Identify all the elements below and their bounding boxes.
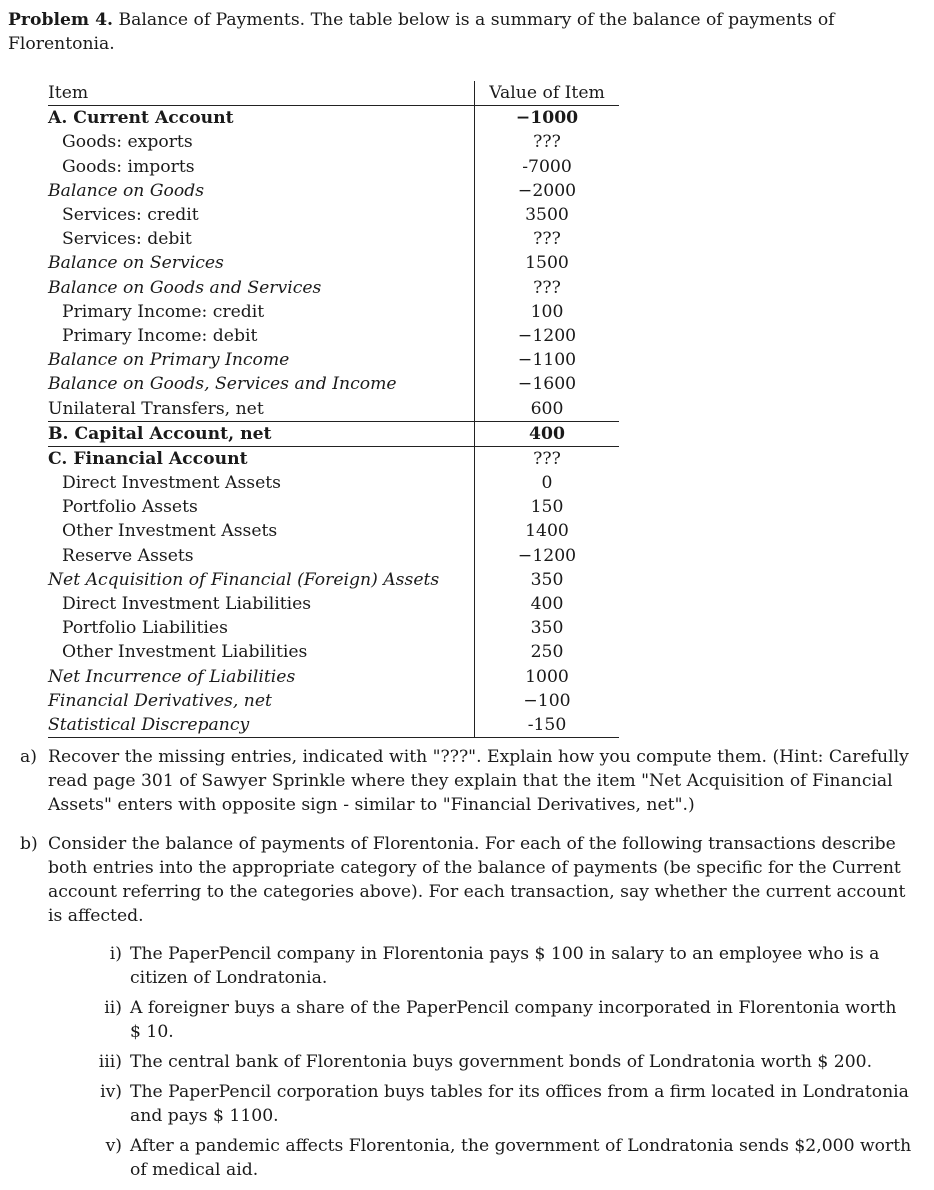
row-value: 400 bbox=[475, 592, 620, 616]
row-value: 3500 bbox=[475, 203, 620, 227]
table-row-capital-account bbox=[48, 421, 619, 446]
row-value: ??? bbox=[475, 130, 620, 154]
row-item: A. Current Account bbox=[48, 108, 234, 129]
table-row bbox=[48, 227, 619, 251]
item-text: A foreigner buys a share of the PaperPencil company incorporated in Florentonia worth $ 10. bbox=[130, 998, 897, 1042]
row-value: 1500 bbox=[475, 251, 620, 275]
row-item: Portfolio Assets bbox=[62, 497, 198, 518]
problem-intro bbox=[8, 8, 920, 56]
row-item: Balance on Goods and Services bbox=[48, 277, 322, 298]
table-row bbox=[48, 396, 619, 421]
table-row bbox=[48, 203, 619, 227]
table-row bbox=[48, 519, 619, 543]
question-b-label: b) bbox=[20, 834, 38, 854]
table-row bbox=[48, 155, 619, 179]
row-item: Financial Derivatives, net bbox=[48, 690, 272, 711]
row-value: ??? bbox=[475, 227, 620, 251]
row-value: −100 bbox=[475, 689, 620, 713]
table-row bbox=[48, 665, 619, 689]
row-value: 250 bbox=[475, 640, 620, 664]
row-item: Goods: exports bbox=[62, 132, 193, 153]
problem-description: Balance of Payments. The table below is a summary of the balance of payments of Florentonia. bbox=[8, 10, 835, 54]
row-value: −1000 bbox=[475, 106, 620, 131]
row-item: Balance on Goods, Services and Income bbox=[48, 374, 397, 395]
row-value: 1000 bbox=[475, 665, 620, 689]
question-a-text: Recover the missing entries, indicated with "???". Explain how you compute them. (Hint: Carefully read page 301 of Sawyer Sprinkle where they explain that the item "Net Acquisition of Financial Assets" enters with opposite sign - similar to "Financial Derivatives, net".) bbox=[48, 747, 909, 815]
row-item: Balance on Goods bbox=[48, 180, 205, 201]
list-item bbox=[48, 1050, 912, 1074]
row-item: Services: credit bbox=[62, 205, 199, 226]
item-text: The PaperPencil company in Florentonia pays $ 100 in salary to an employee who is a citizen of Londratonia. bbox=[130, 944, 880, 988]
row-value: -150 bbox=[475, 713, 620, 738]
row-item: Direct Investment Liabilities bbox=[62, 594, 312, 615]
table-row bbox=[48, 276, 619, 300]
row-value: ??? bbox=[475, 446, 620, 471]
row-item: Services: debit bbox=[62, 229, 192, 250]
row-value: 100 bbox=[475, 300, 620, 324]
table-row bbox=[48, 689, 619, 713]
table-row bbox=[48, 251, 619, 275]
row-value: −1100 bbox=[475, 348, 620, 372]
list-item bbox=[48, 1080, 912, 1128]
table-row bbox=[48, 372, 619, 396]
row-item: Portfolio Liabilities bbox=[62, 618, 228, 639]
table-row bbox=[48, 592, 619, 616]
row-item: Other Investment Assets bbox=[62, 521, 278, 542]
table-row bbox=[48, 713, 619, 738]
item-label: iv) bbox=[100, 1082, 122, 1102]
row-value: 150 bbox=[475, 495, 620, 519]
row-value: 1400 bbox=[475, 519, 620, 543]
item-text: The central bank of Florentonia buys government bonds of Londratonia worth $ 200. bbox=[130, 1052, 873, 1072]
list-item bbox=[48, 1134, 912, 1182]
table-row bbox=[48, 324, 619, 348]
item-label: i) bbox=[109, 944, 122, 964]
row-item: C. Financial Account bbox=[48, 446, 475, 471]
column-header-item: Item bbox=[48, 81, 475, 106]
row-value: 350 bbox=[475, 616, 620, 640]
question-b-text: Consider the balance of payments of Florentonia. For each of the following transactions describe both entries into the appropriate category of the balance of payments (be specific for the Current account referring to the categories above). For each transaction, say whether the current account is affected. bbox=[48, 834, 906, 926]
row-item: Balance on Primary Income bbox=[48, 350, 290, 371]
question-b bbox=[20, 832, 912, 1188]
row-value: 400 bbox=[475, 421, 620, 446]
item-label: v) bbox=[105, 1136, 122, 1156]
item-text: After a pandemic affects Florentonia, the government of Londratonia sends $2,000 worth of medical aid. bbox=[130, 1136, 912, 1180]
row-item: Statistical Discrepancy bbox=[48, 713, 475, 738]
table-row bbox=[48, 568, 619, 592]
table-row-financial-account bbox=[48, 446, 619, 471]
row-value: −1200 bbox=[475, 544, 620, 568]
table-row bbox=[48, 544, 619, 568]
item-label: iii) bbox=[98, 1052, 122, 1072]
row-item: Other Investment Liabilities bbox=[62, 642, 308, 663]
row-value: −1600 bbox=[475, 372, 620, 396]
table-row-current-account bbox=[48, 106, 619, 131]
row-item: Net Incurrence of Liabilities bbox=[48, 666, 296, 687]
row-value: 0 bbox=[475, 471, 620, 495]
row-value: -7000 bbox=[475, 155, 620, 179]
row-item: Direct Investment Assets bbox=[62, 473, 281, 494]
table-row bbox=[48, 179, 619, 203]
list-item bbox=[48, 996, 912, 1044]
row-value: 600 bbox=[475, 396, 620, 421]
table-row bbox=[48, 495, 619, 519]
row-item: Primary Income: credit bbox=[62, 301, 265, 322]
list-item bbox=[48, 942, 912, 990]
table-row bbox=[48, 348, 619, 372]
row-item: Goods: imports bbox=[62, 156, 195, 177]
problem-label: Problem 4. bbox=[8, 10, 114, 30]
table-row bbox=[48, 130, 619, 154]
row-value: ??? bbox=[475, 276, 620, 300]
table-row bbox=[48, 471, 619, 495]
column-header-value: Value of Item bbox=[475, 81, 620, 106]
row-item: Balance on Services bbox=[48, 253, 224, 274]
table-row bbox=[48, 640, 619, 664]
row-value: −2000 bbox=[475, 179, 620, 203]
question-a-label: a) bbox=[20, 747, 37, 767]
row-item: Net Acquisition of Financial (Foreign) Assets bbox=[48, 569, 440, 590]
table-row bbox=[48, 300, 619, 324]
row-item: Primary Income: debit bbox=[62, 325, 258, 346]
row-item: Unilateral Transfers, net bbox=[48, 398, 264, 419]
document-page bbox=[8, 8, 920, 738]
balance-of-payments-table bbox=[48, 81, 619, 738]
row-value: 350 bbox=[475, 568, 620, 592]
row-item: B. Capital Account, net bbox=[48, 421, 475, 446]
row-item: Reserve Assets bbox=[62, 545, 194, 566]
transaction-list bbox=[48, 942, 912, 1182]
table-row bbox=[48, 616, 619, 640]
item-text: The PaperPencil corporation buys tables for its offices from a firm located in Londratonia and pays $ 1100. bbox=[130, 1082, 909, 1126]
question-a bbox=[20, 745, 912, 817]
item-label: ii) bbox=[104, 998, 122, 1018]
row-value: −1200 bbox=[475, 324, 620, 348]
